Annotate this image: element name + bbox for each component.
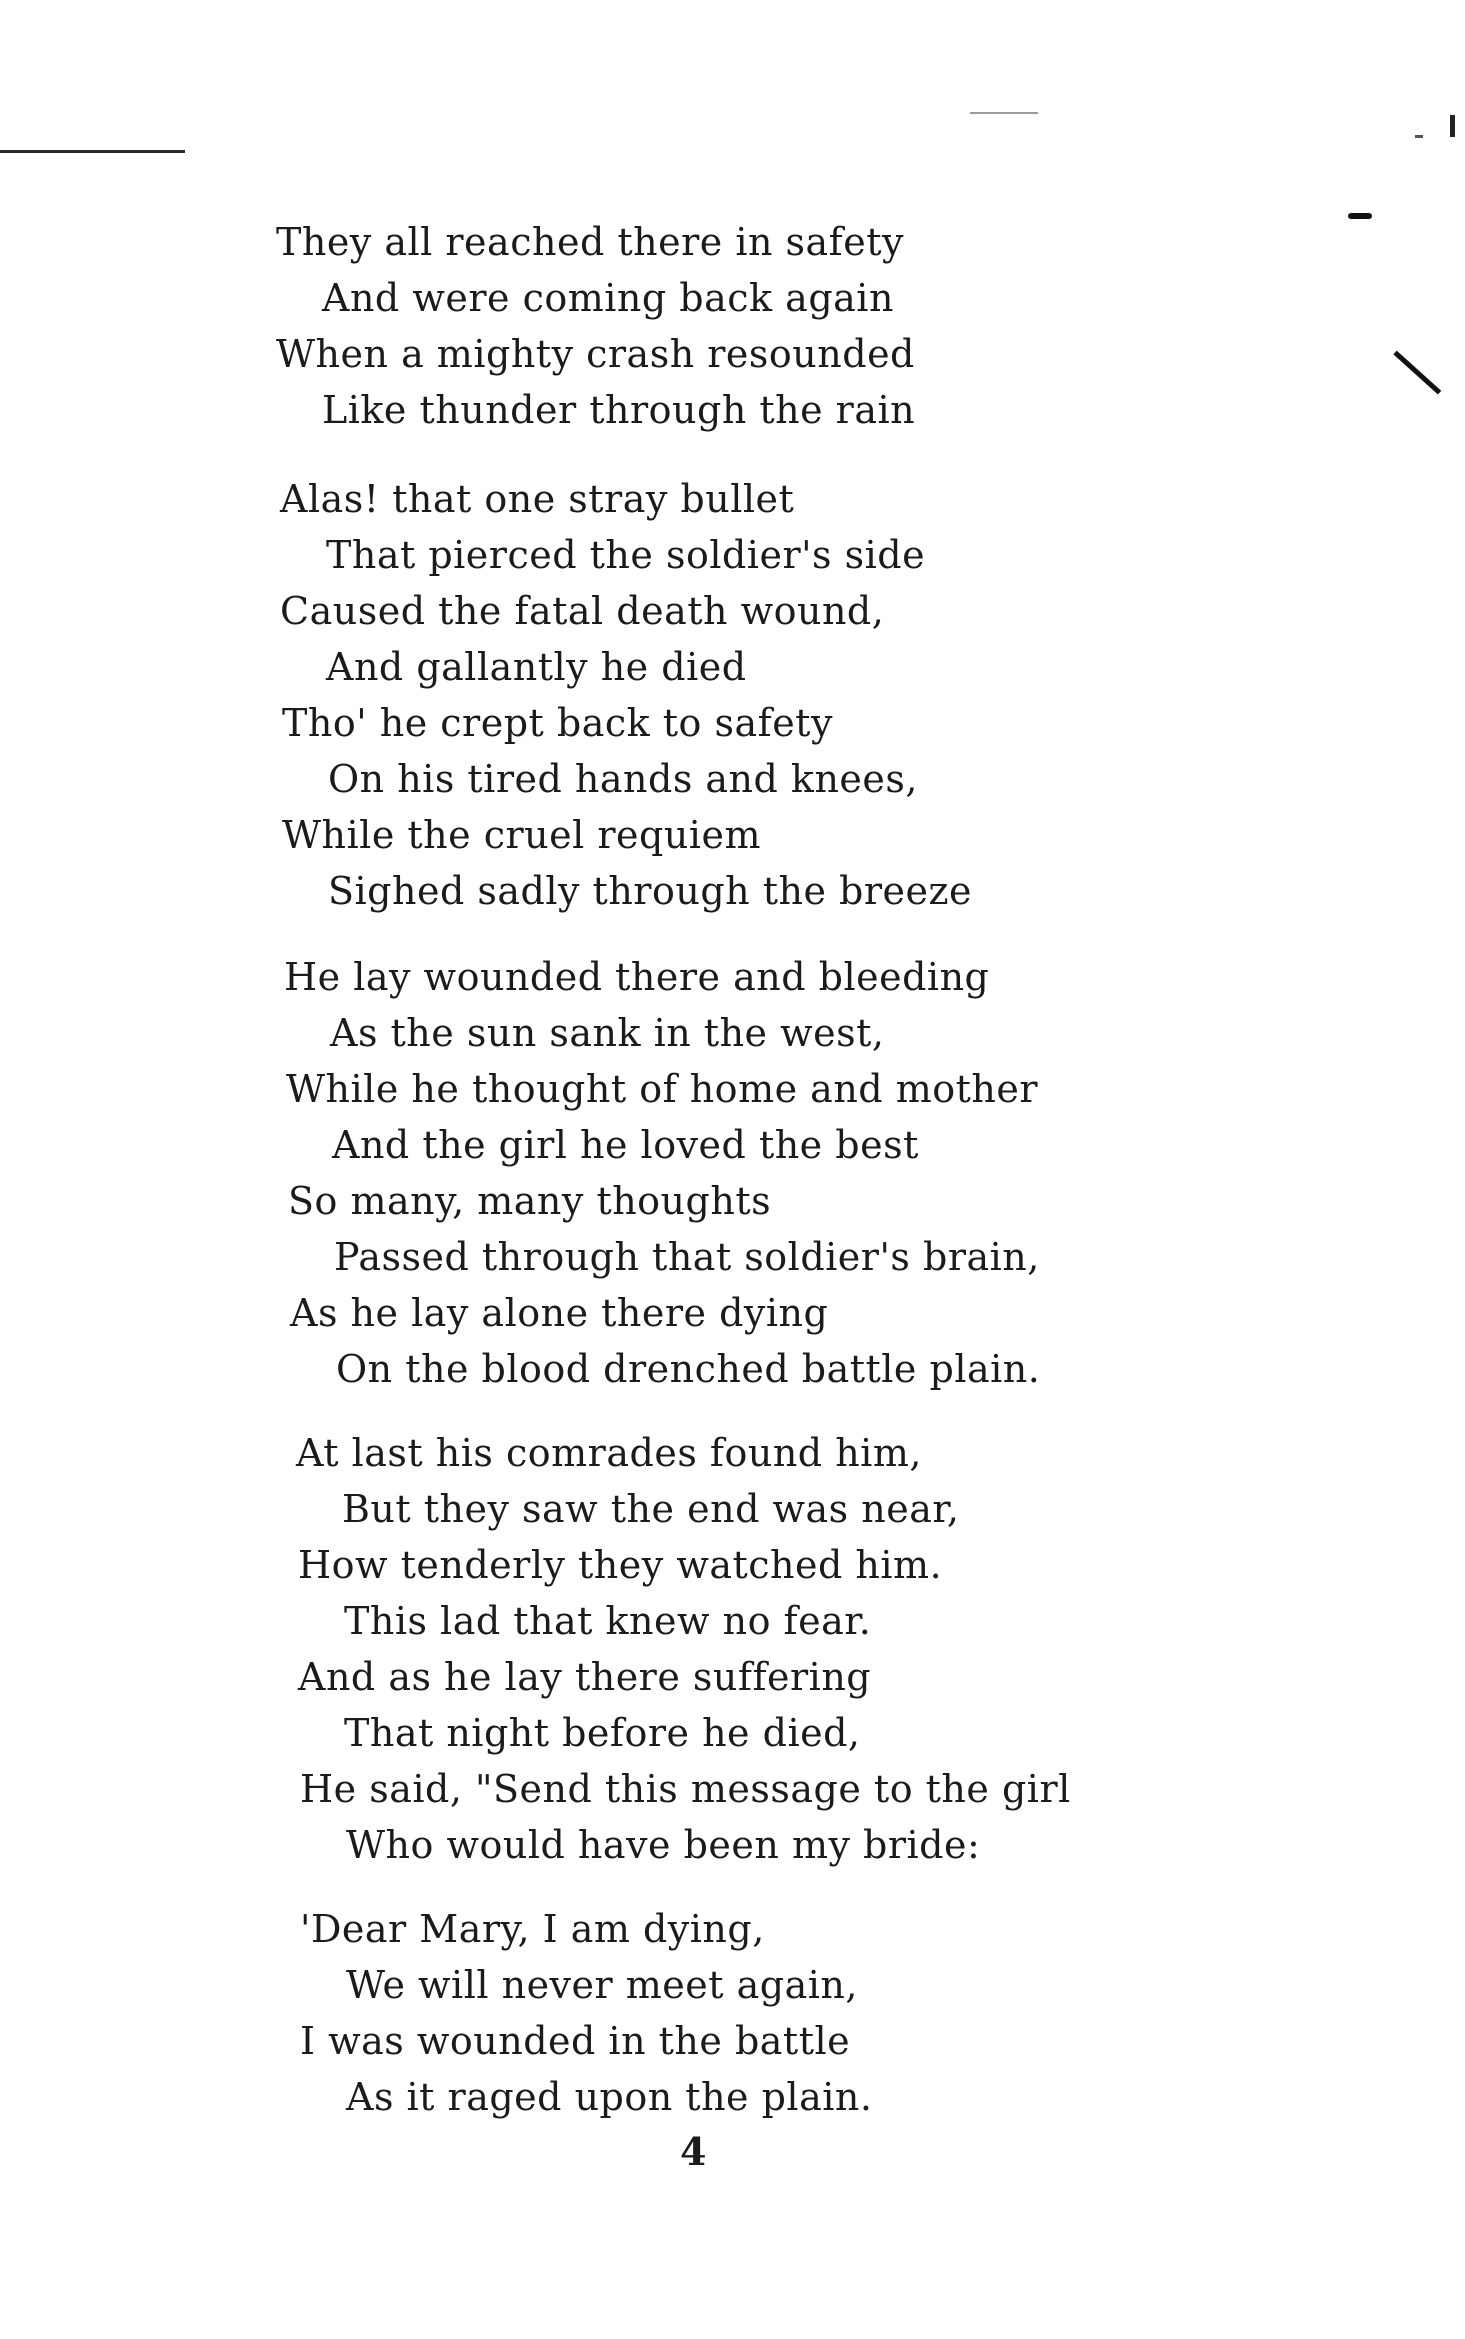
poem-line: Tho' he crept back to safety	[282, 701, 833, 745]
poem-line: When a mighty crash resounded	[276, 332, 915, 376]
poem-line: He lay wounded there and bleeding	[284, 955, 990, 999]
poem-line: So many, many thoughts	[288, 1179, 772, 1223]
poem-line: And gallantly he died	[326, 645, 747, 689]
poem-line: On the blood drenched battle plain.	[336, 1347, 1041, 1391]
poem-line: Caused the fatal death wound,	[280, 589, 885, 633]
poem-line: Passed through that soldier's brain,	[334, 1235, 1040, 1279]
poem-line: On his tired hands and knees,	[328, 757, 918, 801]
poem-line: As he lay alone there dying	[290, 1291, 829, 1335]
poem-line: 'Dear Mary, I am dying,	[300, 1907, 765, 1951]
poem-line: Alas! that one stray bullet	[280, 477, 795, 521]
poem-line: While he thought of home and mother	[286, 1067, 1039, 1111]
poem-line: Who would have been my bride:	[346, 1823, 981, 1867]
poem-line: Sighed sadly through the breeze	[328, 869, 972, 913]
poem-line: This lad that knew no fear.	[344, 1599, 872, 1643]
poem-line: And the girl he loved the best	[332, 1123, 919, 1167]
poem-line: But they saw the end was near,	[342, 1487, 960, 1531]
poem-line: As the sun sank in the west,	[330, 1011, 885, 1055]
poem-line: That night before he died,	[344, 1711, 861, 1755]
poem-line: Like thunder through the rain	[322, 388, 916, 432]
poem-line: At last his comrades found him,	[296, 1431, 922, 1475]
poem-line: We will never meet again,	[346, 1963, 858, 2007]
poem-line: They all reached there in safety	[276, 220, 904, 264]
poem-line: And were coming back again	[322, 276, 894, 320]
poem-line: He said, "Send this message to the girl	[300, 1767, 1071, 1811]
poem-line: And as he lay there suffering	[298, 1655, 872, 1699]
poem-line: That pierced the soldier's side	[326, 533, 926, 577]
page-number: 4	[680, 2129, 707, 2174]
poem-line: As it raged upon the plain.	[346, 2075, 873, 2119]
poem-line: While the cruel requiem	[282, 813, 761, 857]
poem-line: How tenderly they watched him.	[298, 1543, 943, 1587]
poem-line: I was wounded in the battle	[300, 2019, 851, 2063]
